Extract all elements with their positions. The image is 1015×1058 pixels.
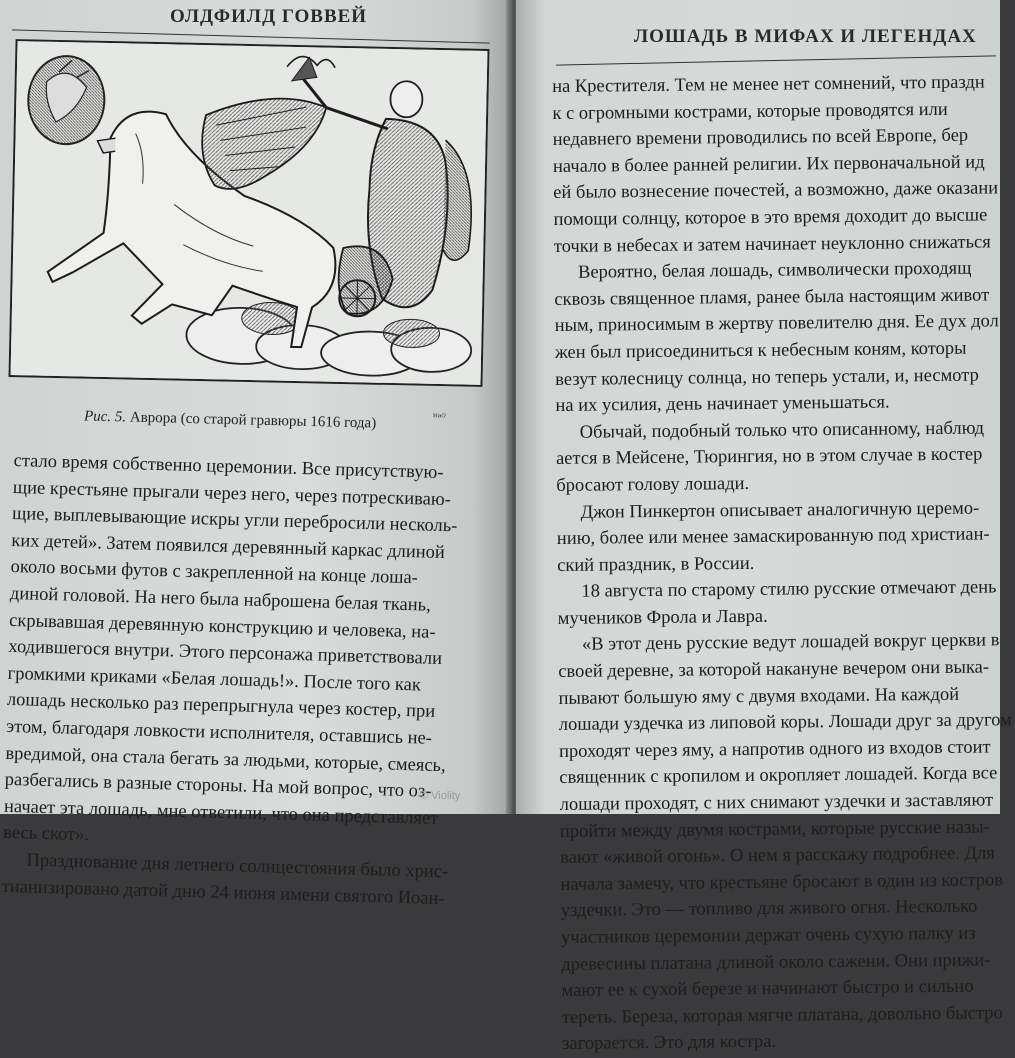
medallion (27, 55, 105, 145)
right-body-line: пывают большую яму с двумя входами. На каждой (558, 684, 960, 709)
right-body-line: уздечки. Это — топливо для живого огня. Несколько (560, 896, 978, 922)
left-body-line: разбегались в разные стороны. На мой вопрос, что оз- (4, 769, 432, 802)
right-body-line: Джон Пинкертон описывает аналогичную церемо- (580, 498, 980, 523)
right-body-line: сквозь священное пламя, ранее была настоящим живот (554, 285, 990, 310)
right-body-line: лошади проходят, с них снимают уздечки и заставляют (559, 790, 994, 815)
engraver-signature: ᴹⁿᴼ (431, 411, 446, 424)
left-body-line: вредимой, она стала бегать за людьми, которые, смеясь, (5, 743, 446, 776)
right-body-line: Обычай, подобный только что описанному, наблюд (579, 418, 985, 443)
right-body-line: к с огромными кострами, которые проводятся или (552, 99, 948, 124)
right-body-line: загорается. Это для костра. (562, 1032, 777, 1055)
right-body-line: 18 августа по старому стилю русские отмечают день (581, 577, 997, 603)
left-body-line: стало время собственно церемонии. Все присутствую- (13, 450, 444, 483)
right-body-line: на Крестителя. Тем не менее нет сомнений, что праздн (552, 72, 985, 97)
left-body-text (1, 448, 459, 912)
right-body-line: вают «живой огонь». О нем я расскажу подробнее. Для (560, 843, 995, 869)
right-body-line: на их усилия, день начинает уменьшаться. (555, 392, 890, 417)
left-page (0, 0, 512, 909)
right-body-line: жен был присоединиться к небесным коням, которы (554, 338, 967, 363)
left-body-line: около восьми футов с закрепленной на конце лоша- (10, 557, 419, 589)
right-body-line: ей было вознесение почестей, а возможно, даже оказани (553, 178, 999, 204)
watermark: © Violity (420, 790, 461, 802)
left-body-line: скрывавшая деревянную конструкцию и человека, на- (8, 610, 436, 643)
left-body-line: щие крестьяне прыгали через него, через потрескиваю- (12, 477, 452, 510)
right-body-line: мают ее к сухой березе и начинают быстро и сильно (561, 976, 974, 1002)
right-body-line: древесины платана длиной около сажени. Они прижи- (561, 950, 991, 975)
right-body-line: «В этот день русские ведут лошадей вокруг церкви в (581, 630, 1000, 656)
figure-caption-label: Рис. 5. (83, 408, 127, 426)
right-body-line: пройти между двумя кострами, которые русские назы- (559, 817, 990, 842)
right-body-line: начало в более ранней религии. Их первоначальной ид (552, 152, 985, 177)
left-body-line: весь скот». (2, 823, 90, 846)
aurora-engraving (9, 39, 490, 387)
right-body-line: участников церемонии держат очень сухую палку из (560, 923, 976, 948)
right-page (516, 0, 1012, 1055)
right-body-line: помощи солнцу, которое в это время доходит до высше (553, 205, 988, 230)
right-body-line: нию, более или менее замаскированную под христиан- (556, 524, 990, 550)
right-body-line: точки в небесах и затем начинает неуклонно снижаться (553, 231, 991, 257)
left-body-line: ходившегося внутри. Этого персонажа приветствовали (8, 637, 443, 670)
right-body-line: ается в Мейсене, Тюрингия, но в этом случае в костер (555, 444, 983, 470)
left-body-line: начает эта лошадь, мне ответили, что она представляет (3, 796, 439, 829)
left-body-line: Празднование дня летнего солнцестояния было хрис- (26, 850, 449, 883)
left-body-line: этом, благодаря ловкости исполнителя, оставшись не- (5, 716, 433, 749)
right-body-line: мучеников Фрола и Лавра. (557, 606, 768, 629)
right-body-line: ский праздник, в России. (557, 553, 755, 576)
right-body-line: ным, приносимым в жертву повелителю дня. Ее дух дол (554, 311, 999, 337)
right-body-text (552, 69, 1015, 1058)
right-body-line: лошади уздечка из липовой коры. Лошади друг за другом (558, 710, 1012, 736)
figure-caption (84, 408, 377, 432)
right-body-line: везут колесницу солнца, но теперь устали, и, несмотр (555, 365, 979, 390)
right-body-line: Вероятно, белая лошадь, символически проходящ (577, 258, 972, 283)
right-body-line: священник с кропилом и окропляет лошадей. Когда все (559, 763, 998, 789)
left-body-line: громкими криками «Белая лошадь!». После того как (7, 663, 422, 696)
right-body-line: тереть. Береза, которая мягче платана, довольно быстро (561, 1003, 1003, 1028)
left-body-line: щие, выплевывающие искры угли перебросили несколь- (11, 504, 458, 537)
right-header-rule (556, 55, 996, 65)
right-body-line: бросают голову лошади. (556, 473, 750, 496)
figure-caption-text: Аврора (со старой гравюры 1616 года) (129, 409, 377, 432)
left-body-line: ких детей». Затем появился деревянный каркас длиной (11, 530, 446, 563)
left-body-line: тианизировано датой дню 24 июня имени святого Иоан- (1, 876, 445, 909)
left-body-line: диной головой. На него была наброшена белая ткань, (9, 583, 432, 616)
right-body-line: недавнего времени проводились по всей Европе, бер (552, 125, 969, 151)
engraving-illustration (11, 41, 488, 385)
right-body-line: начала замечу, что крестьяне бросают в один из костров (560, 870, 1004, 895)
right-body-line: проходят через яму, а напротив одного из входов стоит (558, 737, 991, 762)
right-body-line: своей деревне, за которой накануне вечером они выка- (558, 657, 990, 683)
left-body-line: лошадь несколько раз перепрыгнула через костер, при (6, 690, 436, 723)
right-running-head: ЛОШАДЬ В МИФАХ И ЛЕГЕНДАХ (634, 26, 977, 47)
left-running-head: ОЛДФИЛД ГОВВЕЙ (170, 6, 368, 27)
